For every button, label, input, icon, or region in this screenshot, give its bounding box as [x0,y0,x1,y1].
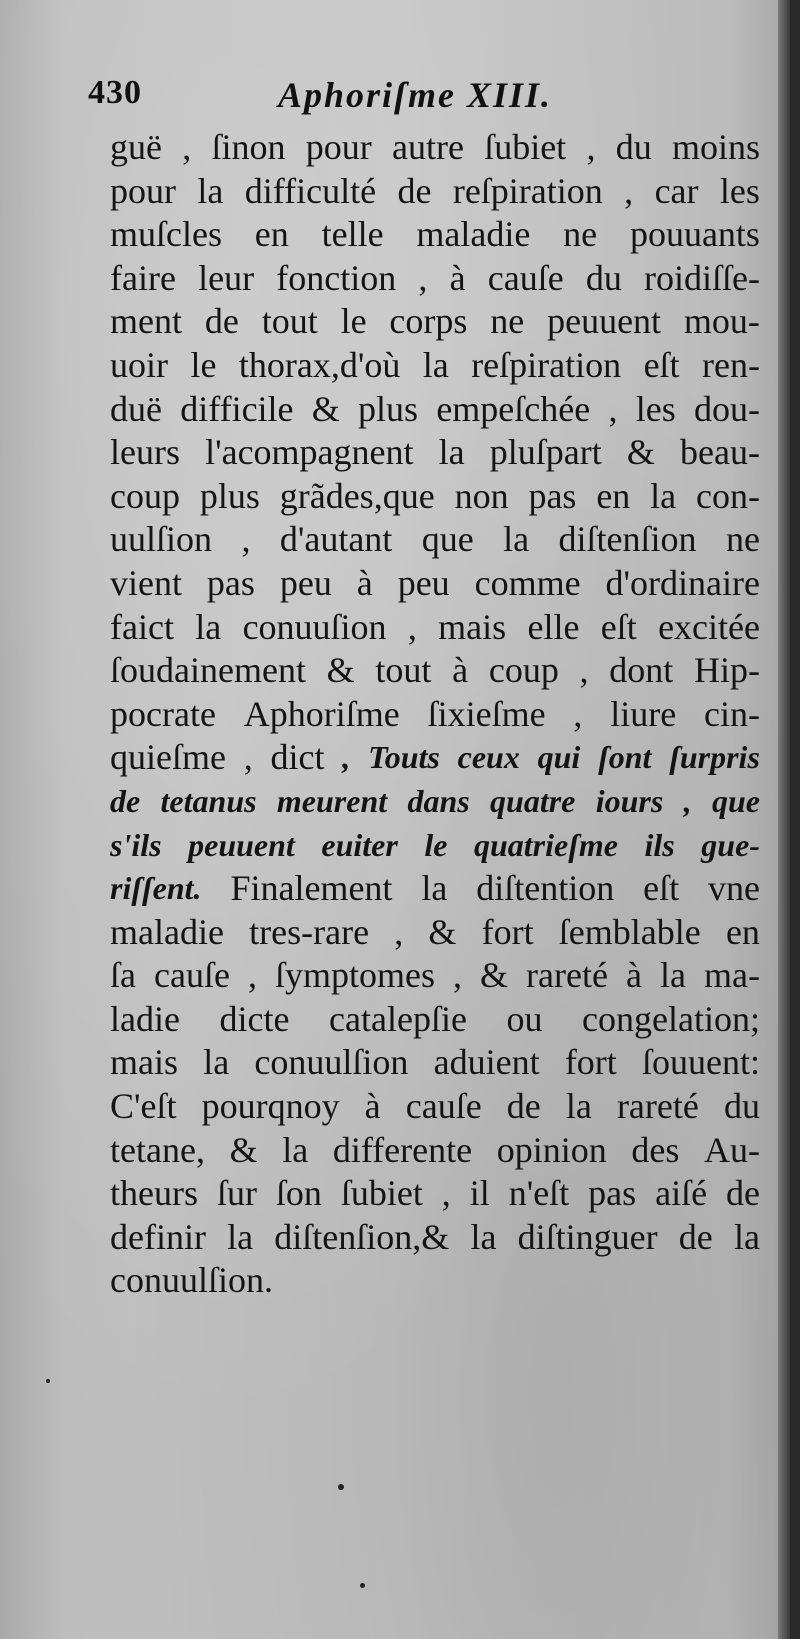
word: pas [528,475,577,516]
text-line [110,562,760,606]
word: la [203,1042,230,1083]
word: rareté [616,1086,699,1127]
word: ne [725,519,760,560]
word: mou- [683,301,760,342]
word: vient [110,562,182,603]
word: , [586,127,596,167]
word: eſt [643,344,680,385]
word: ſubiet [340,1173,423,1214]
word: & [229,1129,258,1170]
word: & [626,432,655,473]
word: leurs [110,432,180,473]
word: difficulté [244,170,377,211]
word: , [452,955,462,996]
text-line [110,911,760,955]
ink-speck [360,1583,365,1588]
word: ſymptomes [274,955,435,996]
word: peu [279,562,332,603]
word: l'acompagnent [205,432,414,473]
word: non [454,475,509,516]
page-number: 430 [88,74,142,111]
word: ſurpris [669,739,760,776]
word: ſixieſme [427,693,546,734]
word: dou- [693,388,760,429]
word: pourqnoy [201,1086,340,1127]
word: , [624,170,634,211]
word: peu [397,562,450,603]
word: ſouuent: [642,1042,760,1083]
text-line [110,1259,760,1303]
word: la [197,170,224,211]
page-edge-shadow [778,0,790,1639]
word: faire [110,257,176,298]
word: , [418,257,428,298]
word: guë [110,127,162,167]
word: dict [270,737,325,778]
text-line [110,1129,760,1173]
word: de [506,1086,541,1127]
word: reſpiration [452,170,603,211]
word: ſemblable [558,911,701,952]
word: ſubiet [484,127,567,167]
text-line [110,1041,760,1085]
word: qui [537,739,581,776]
word: coup [488,650,559,691]
word: catalepſie [329,998,467,1039]
word: , [247,955,257,996]
text-line [110,431,760,475]
word: pluſpart [489,432,602,473]
word: quatrieſme [473,826,618,863]
word: conuuſion [242,606,387,647]
word: elle [527,606,580,647]
word: n'eſt [508,1173,570,1214]
word: duë [110,388,162,429]
word: du [615,127,652,167]
text-line [110,954,760,998]
word: & [480,955,509,996]
text-line [110,518,760,562]
word: comme [474,562,581,603]
body-text [110,126,760,1303]
word: riſſent. [110,870,202,907]
word: d'autant [279,519,393,560]
word: moins [671,127,760,167]
word: coup [110,475,180,516]
word: peuuent [547,301,662,342]
text-line [110,257,760,301]
word: pouuants [629,214,760,255]
word: roidiſſe- [644,257,760,298]
word: la [565,1086,592,1127]
word: autre [392,127,464,167]
word: la [503,519,530,560]
word: eſt [600,606,637,647]
word: , [342,739,351,776]
word: de [110,782,141,819]
word: ladie [110,998,180,1039]
word: de [678,1216,713,1257]
word: liure [610,693,677,734]
word: maladie [416,214,531,255]
word: la [438,432,465,473]
word: congelation; [582,998,760,1039]
word: ſinon [211,127,286,167]
word: aiſé [655,1173,708,1214]
word: à [452,650,469,691]
word: , [243,737,253,778]
text-line [110,606,760,650]
word: les [635,388,676,429]
word: , [394,911,404,952]
word: dans [407,782,470,819]
word: fonction [276,257,397,298]
word: leur [198,257,255,298]
word: dicte [219,998,290,1039]
word: gue- [701,826,760,863]
word: de [204,301,239,342]
word: quieſme [110,737,226,778]
word: , [608,388,618,429]
word: con- [696,475,760,516]
word: ne [490,301,525,342]
word: Finalement [230,868,393,909]
word: pocrate [110,693,216,734]
word: du [723,1086,760,1127]
word: meurent [276,782,388,819]
page-header [88,74,748,124]
word: , [241,519,251,560]
text-line [110,824,760,868]
word: iours [595,782,664,819]
word: dont [609,650,674,691]
text-line [110,1085,760,1129]
word: diſtinguer [517,1216,658,1257]
word: , [182,127,192,167]
text-line [110,344,760,388]
text-line [110,693,760,737]
word: faict [110,606,174,647]
word: pas [206,562,255,603]
word: diſtenſion,& [274,1216,450,1257]
word: Au- [703,1129,760,1170]
word: le [424,826,448,863]
word: ſur [216,1173,257,1214]
word: reſpiration [471,344,622,385]
word: en [596,475,631,516]
word: thorax,d'où [238,344,401,385]
word: diſtention [476,868,615,909]
word: beau- [680,432,760,473]
word: conuulſion. [110,1260,273,1301]
text-line [110,998,760,1042]
word: de [397,170,432,211]
word: le [190,344,217,385]
word: maladie [110,911,224,952]
word: theurs [110,1173,198,1214]
text-line [110,736,760,780]
text-line [110,1216,760,1260]
word: le [340,301,367,342]
text-line [110,867,760,911]
word: la [733,1216,760,1257]
word: Touts [368,739,440,776]
word: plus [358,388,419,429]
word: à [356,562,373,603]
word: uoir [110,344,168,385]
word: à [449,257,466,298]
text-line [110,475,760,519]
word: differente [332,1129,473,1170]
word: vne [708,868,760,909]
word: tout [375,650,432,691]
word: definir [110,1216,206,1257]
word: empeſchée [436,388,591,429]
word: , [683,782,692,819]
word: , [579,650,589,691]
word: ceux [457,739,520,776]
word: rareté [526,955,608,996]
word: en [254,214,289,255]
word: corps [389,301,468,342]
word: diſtenſion [558,519,697,560]
word: & [311,388,340,429]
word: quatre [490,782,576,819]
word: la [421,868,448,909]
word: peuuent [188,826,295,863]
word: grãdes,que [279,475,435,516]
word: pas [588,1173,637,1214]
word: la [470,1216,497,1257]
word: Hip- [694,650,760,691]
word: cauſe [154,955,230,996]
word: la [227,1216,254,1257]
word: cauſe [405,1086,482,1127]
text-line [110,213,760,257]
word: ren- [702,344,760,385]
text-line [110,126,760,170]
word: uulſion [110,519,213,560]
word: s'ils [110,826,162,863]
word: ſon [275,1173,322,1214]
word: euiter [321,826,398,863]
word: telle [321,214,384,255]
word: , [573,693,583,734]
word: cin- [704,693,760,734]
word: la [282,1129,309,1170]
word: ment [110,301,182,342]
word: ſoudainement [110,650,306,691]
word: , [441,1173,451,1214]
word: fort [564,1042,617,1083]
text-line [110,1172,760,1216]
text-line [110,649,760,693]
word: & [428,911,457,952]
word: à [625,955,642,996]
word: que [421,519,474,560]
word: cauſe [487,257,564,298]
word: aduient [433,1042,540,1083]
word: mais [438,606,507,647]
word: fort [481,911,534,952]
word: il [469,1173,490,1214]
word: eſt [643,868,680,909]
word: C'eſt [110,1086,177,1127]
word: difficile [180,388,294,429]
text-line [110,780,760,824]
word: la [659,955,686,996]
word: tres-rare [249,911,370,952]
word: tetane, [110,1129,205,1170]
word: tout [261,301,318,342]
word: ils [644,826,675,863]
word: en [725,911,760,952]
word: des [631,1129,680,1170]
word: d'ordinaire [605,562,760,603]
word: de [726,1173,760,1214]
word: ou [506,998,543,1039]
word: pour [305,127,372,167]
word: ma- [703,955,760,996]
word: pour [110,170,176,211]
word: à [364,1086,381,1127]
text-line [110,300,760,344]
text-line [110,388,760,432]
word: plus [199,475,260,516]
word: opinion [496,1129,607,1170]
word: du [585,257,622,298]
running-title: Aphoriſme XIII. [278,75,553,115]
word: muſcles [110,214,222,255]
word: & [326,650,355,691]
word: car [654,170,699,211]
text-line [110,170,760,214]
word: la [195,606,222,647]
word: les [719,170,760,211]
word: ſa [110,955,136,996]
word: ſont [598,739,652,776]
word: mais [110,1042,178,1083]
word: conuulſion [254,1042,409,1083]
word: la [650,475,677,516]
word: que [711,782,760,819]
word: ne [563,214,598,255]
word: excitée [658,606,760,647]
word: tetanus [160,782,257,819]
ink-speck [338,1484,344,1490]
word: , [407,606,417,647]
word: la [422,344,449,385]
ink-speck [46,1379,50,1383]
word: Aphoriſme [243,693,400,734]
